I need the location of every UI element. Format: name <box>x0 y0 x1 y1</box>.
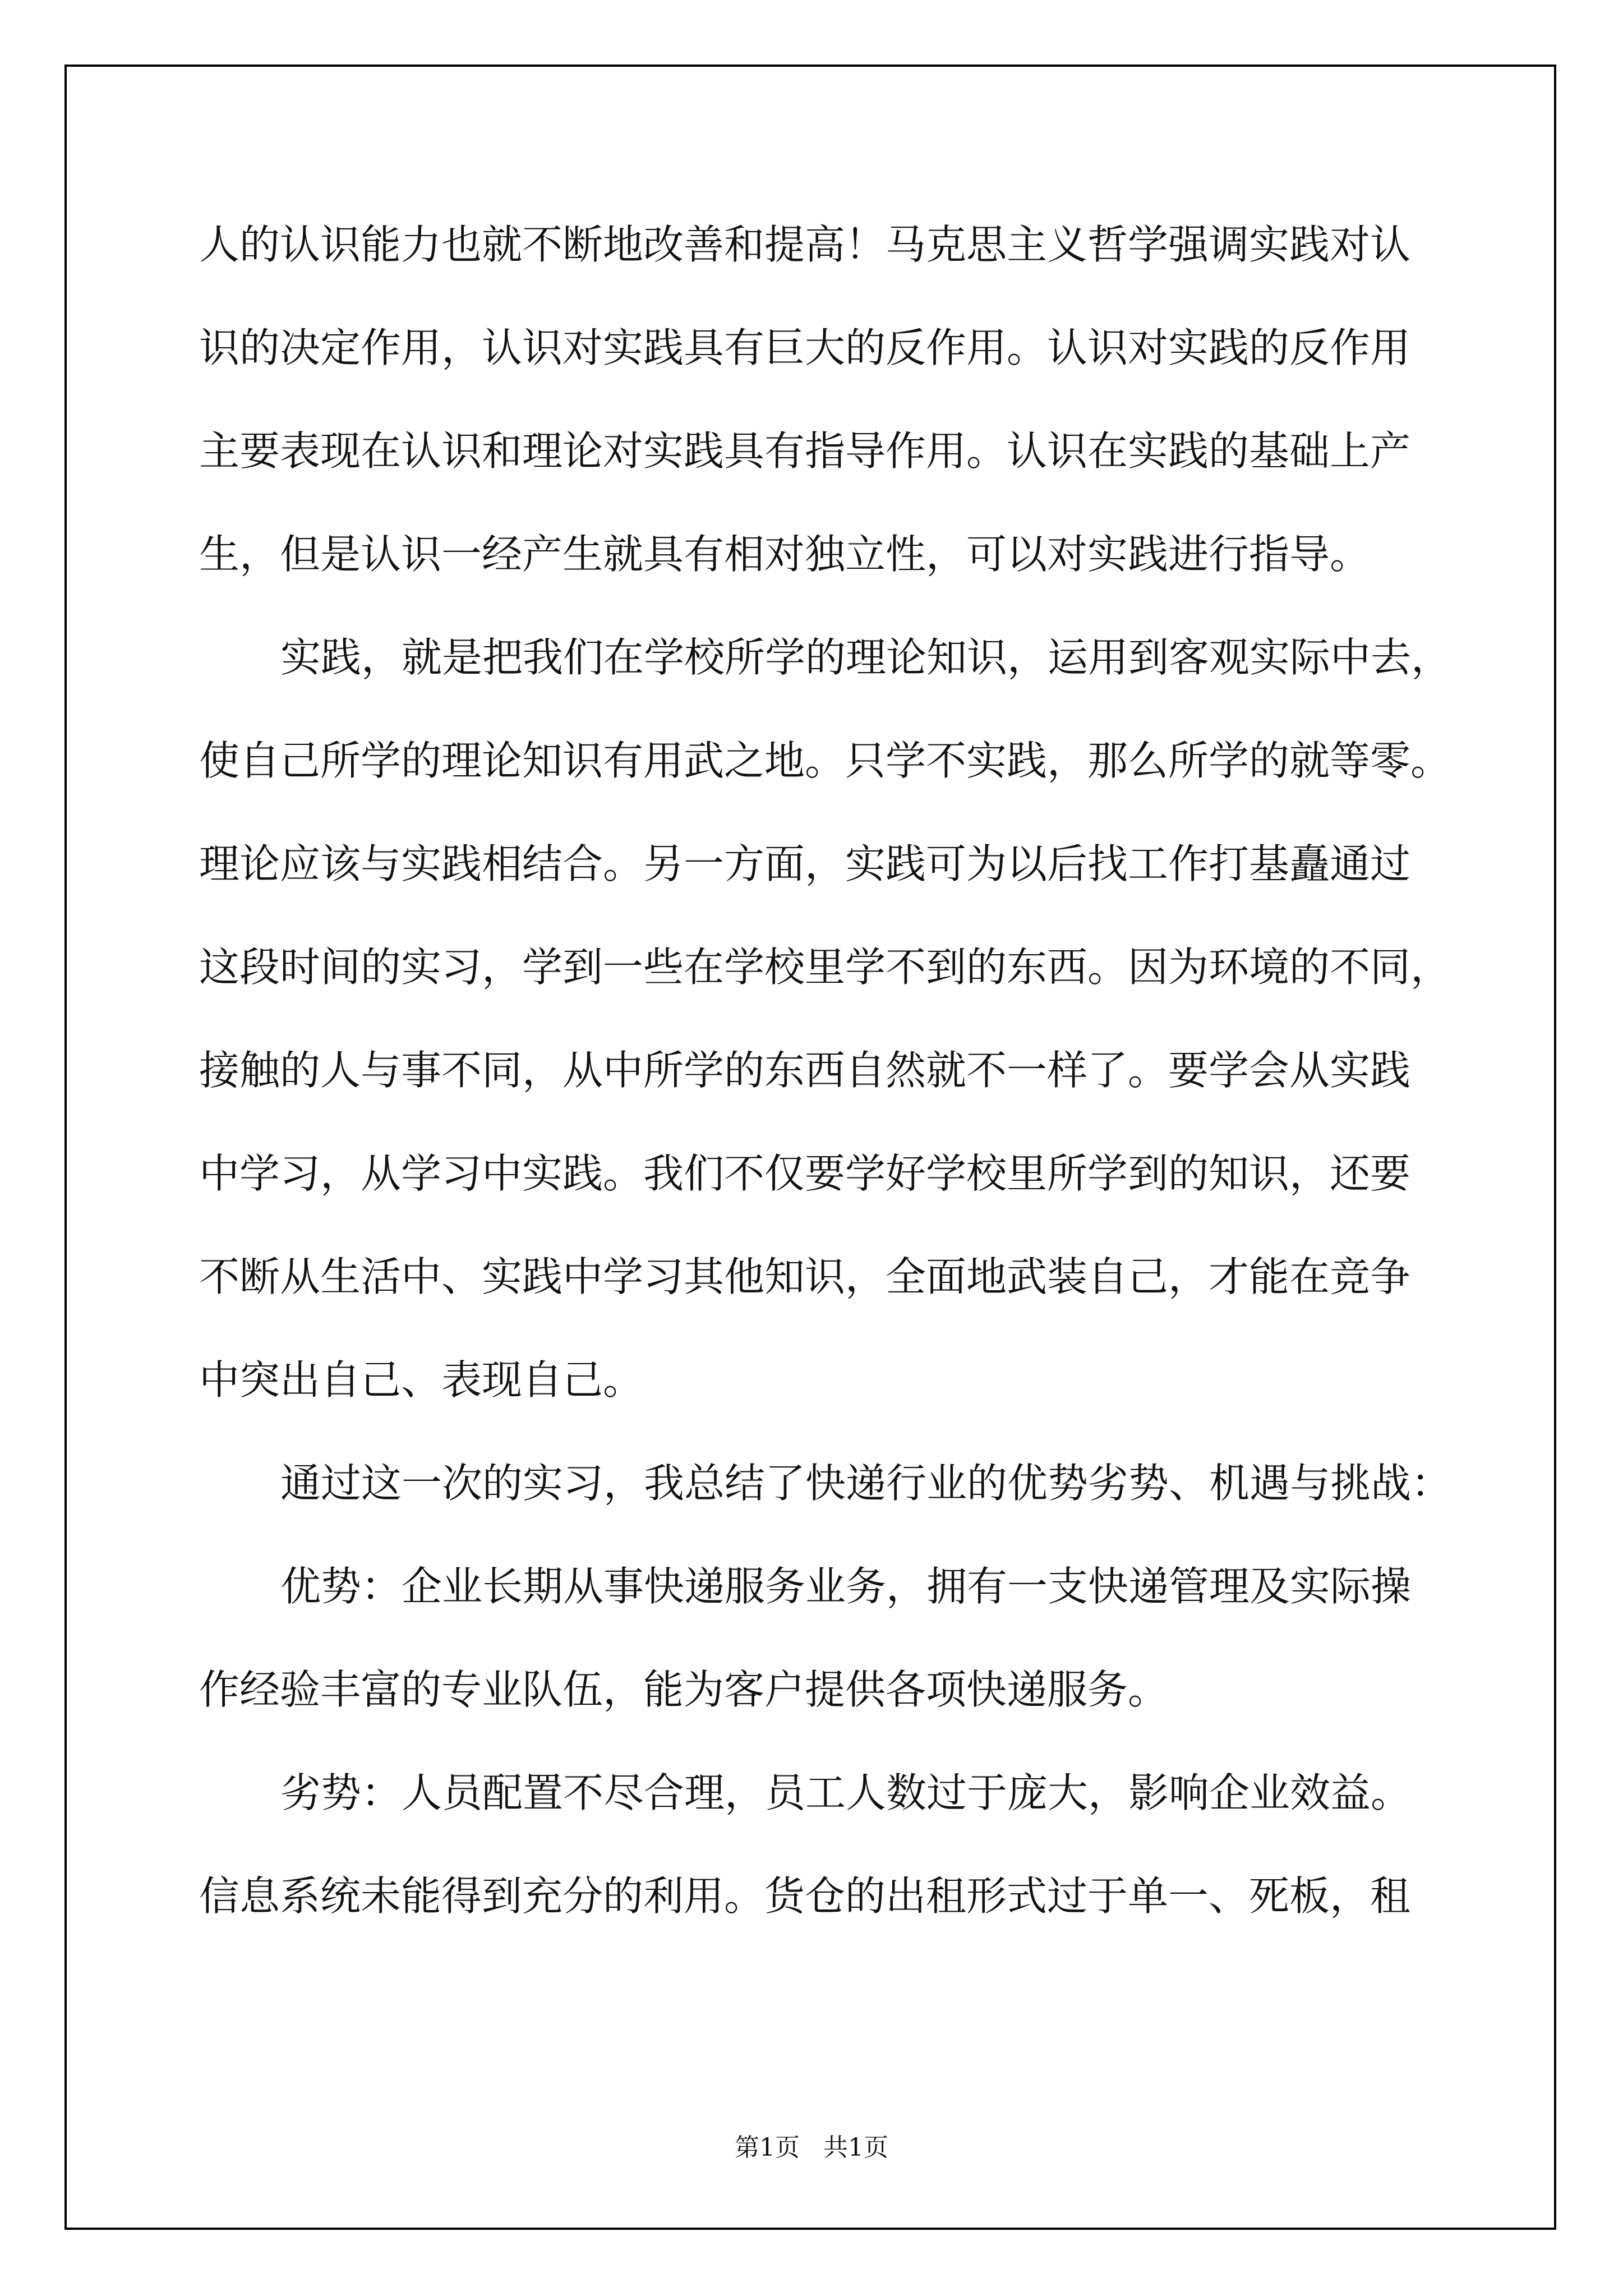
text-line-5: 实践，就是把我们在学校所学的理论知识，运用到客观实际中去， <box>280 634 1452 681</box>
text-line-12: 中突出自己、表现自己。 <box>199 1356 644 1404</box>
text-line-6: 使自己所学的理论知识有用武之地。只学不实践，那么所学的就等零。 <box>199 737 1451 784</box>
text-line-11: 不断从生活中、实践中学习其他知识，全面地武装自己，才能在竞争 <box>199 1253 1411 1300</box>
text-line-7: 理论应该与实践相结合。另一方面，实践可为以后找工作打基矗通过 <box>199 840 1411 887</box>
text-line-3: 主要表现在认识和理论对实践具有指导作用。认识在实践的基础上产 <box>199 427 1411 475</box>
text-line-16: 劣势：人员配置不尽合理，员工人数过于庞大，影响企业效益。 <box>280 1769 1412 1816</box>
text-line-10: 中学习，从学习中实践。我们不仅要学好学校里所学到的知识，还要 <box>199 1150 1411 1197</box>
text-line-1: 人的认识能力也就不断地改善和提高！马克思主义哲学强调实践对认 <box>199 221 1411 268</box>
text-line-2: 识的决定作用，认识对实践具有巨大的反作用。认识对实践的反作用 <box>199 324 1411 371</box>
text-line-4: 生，但是认识一经产生就具有相对独立性，可以对实践进行指导。 <box>199 531 1371 578</box>
page-number-footer: 第1页 共1页 <box>735 2133 888 2162</box>
text-line-13: 通过这一次的实习，我总结了快递行业的优势劣势、机遇与挑战： <box>280 1460 1452 1507</box>
text-line-15: 作经验丰富的专业队伍，能为客户提供各项快递服务。 <box>199 1666 1169 1713</box>
text-line-17: 信息系统未能得到充分的利用。货仓的出租形式过于单一、死板，租 <box>199 1872 1411 1920</box>
text-line-9: 接触的人与事不同，从中所学的东西自然就不一样了。要学会从实践 <box>199 1047 1411 1094</box>
text-line-8: 这段时间的实习，学到一些在学校里学不到的东西。因为环境的不同， <box>199 944 1451 991</box>
text-line-14: 优势：企业长期从事快递服务业务，拥有一支快递管理及实际操 <box>280 1563 1412 1610</box>
